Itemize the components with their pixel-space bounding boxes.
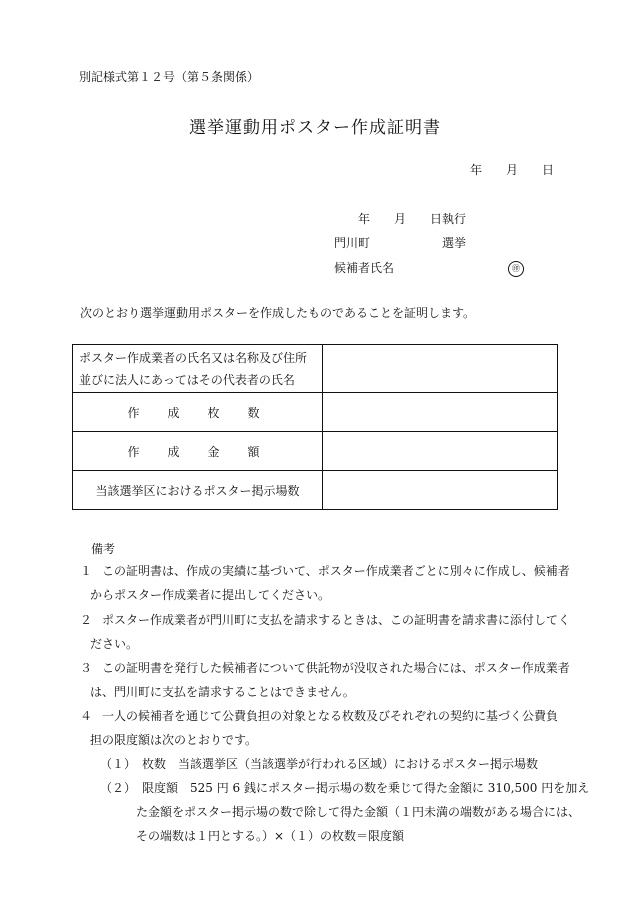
note-number: ３ bbox=[80, 661, 93, 675]
table-row bbox=[73, 393, 558, 432]
candidate-line bbox=[334, 259, 524, 277]
contractor-label-line2: 並びに法人にあってはその代表者の氏名 bbox=[79, 372, 295, 387]
notes-title: 備考 bbox=[91, 542, 116, 556]
note-text: は、門川町に支払を請求することはできません。 bbox=[90, 685, 355, 699]
note-text: この証明書を発行した候補者について供託物が没収された場合には、ポスター作成業者 bbox=[90, 661, 570, 675]
subnote-text: その端数は１円とする。）×（１）の枚数＝限度額 bbox=[136, 829, 405, 843]
certificate-table bbox=[72, 344, 558, 510]
election-line bbox=[334, 234, 466, 251]
execution-date bbox=[358, 210, 466, 227]
town-name: 門川町 bbox=[334, 236, 371, 250]
note-text: ださい。 bbox=[90, 637, 139, 651]
form-number: 別記様式第１２号（第５条関係） bbox=[79, 70, 260, 84]
note-text: この証明書は、作成の実績に基づいて、ポスター作成業者ごとに別々に作成し、候補者 bbox=[90, 564, 570, 578]
contractor-value[interactable] bbox=[323, 345, 558, 393]
note-number: １ bbox=[80, 564, 93, 578]
note-text: ポスター作成業者が門川町に支払を請求するときは、この証明書を請求書に添付してく bbox=[90, 613, 571, 627]
election-suffix: 選挙 bbox=[442, 236, 467, 250]
issue-date bbox=[470, 161, 554, 178]
subnote-text: （１） 枚数 当該選挙区（当該選挙が行われる区域）におけるポスター掲示場数 bbox=[100, 757, 539, 771]
amount-value[interactable] bbox=[323, 432, 558, 471]
candidate-label: 候補者氏名 bbox=[334, 261, 395, 275]
page-title: 選挙運動用ポスター作成証明書 bbox=[189, 118, 441, 138]
note-text: 一人の候補者を通じて公費負担の対象となる枚数及びそれぞれの契約に基づく公費負 bbox=[90, 709, 559, 723]
quantity-label: 作 成 枚 数 bbox=[73, 393, 323, 432]
exec-day: 日執行 bbox=[430, 212, 467, 226]
table-row bbox=[73, 345, 558, 393]
issue-year: 年 bbox=[470, 163, 483, 177]
issue-day: 日 bbox=[542, 163, 555, 177]
table-row bbox=[73, 471, 558, 510]
subnote-text: た金額をポスター掲示場の数で除して得た金額（１円未満の端数がある場合には、 bbox=[136, 805, 581, 819]
note-number: ４ bbox=[80, 709, 93, 723]
table-row bbox=[73, 432, 558, 471]
amount-label: 作 成 金 額 bbox=[73, 432, 323, 471]
certification-statement: 次のとおり選挙運動用ポスターを作成したものであることを証明します。 bbox=[80, 306, 476, 320]
quantity-value[interactable] bbox=[323, 393, 558, 432]
contractor-label-line1: ポスター作成業者の氏名又は名称及び住所 bbox=[79, 350, 308, 365]
issue-month: 月 bbox=[506, 163, 519, 177]
note-text: からポスター作成業者に提出してください。 bbox=[90, 588, 331, 602]
note-text: 担の限度額は次のとおりです。 bbox=[90, 733, 258, 747]
exec-month: 月 bbox=[394, 212, 407, 226]
poster-sites-value[interactable] bbox=[323, 471, 558, 510]
note-number: ２ bbox=[80, 613, 93, 627]
poster-sites-label: 当該選挙区におけるポスター掲示場数 bbox=[73, 471, 323, 510]
seal-mark: ㊞ bbox=[508, 261, 524, 277]
exec-year: 年 bbox=[358, 212, 371, 226]
contractor-label bbox=[73, 345, 323, 393]
subnote-text: （２） 限度額 525 円 6 銭にポスター掲示場の数を乗じて得た金額に 310,500 円を加え bbox=[100, 781, 590, 795]
